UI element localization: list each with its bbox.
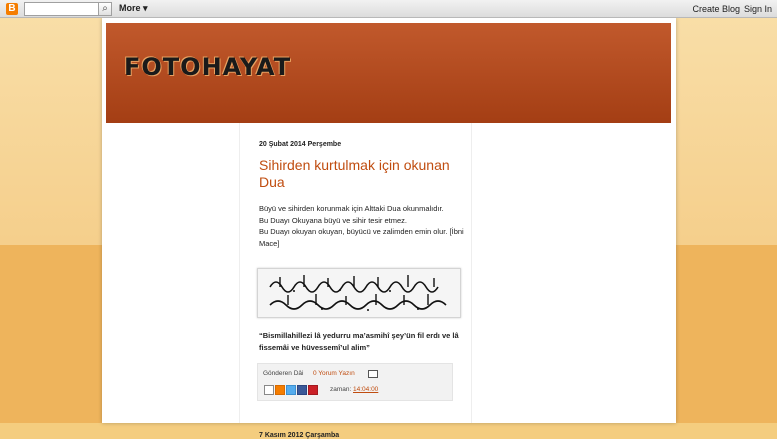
blog-container	[102, 18, 676, 439]
comments-link[interactable]: 0 Yorum Yazın	[313, 370, 355, 377]
blog-header	[106, 23, 671, 123]
search-icon[interactable]: ⌕	[98, 2, 112, 16]
post-body-line: Büyü ve sihirden korunmak için Alttaki Dua okunmalıdır.	[259, 204, 444, 213]
blog-title[interactable]: FOTOHAYAT	[124, 53, 292, 81]
twitter-share-icon[interactable]	[286, 385, 296, 395]
post-footer	[257, 363, 453, 401]
post-date: 20 Şubat 2014 Perşembe	[259, 141, 342, 148]
share-buttons	[264, 385, 319, 403]
blogthis-share-icon[interactable]	[275, 385, 285, 395]
sign-in-link[interactable]: Sign In	[743, 4, 772, 14]
post-body	[259, 203, 469, 249]
email-share-icon[interactable]	[264, 385, 274, 395]
main-content	[239, 123, 472, 439]
facebook-share-icon[interactable]	[297, 385, 307, 395]
post-body-line: Bu Duayı okuyan okuyan, büyücü ve zalimden emin olur. [İbni Mace]	[259, 227, 464, 248]
post-quote: “Bismillahillezi lâ yedurru ma’asmihî şey’ün fil erdı ve lâ fissemâi ve hüvessemî’ul alim”	[259, 331, 459, 352]
post-title[interactable]: Sihirden kurtulmak için okunan Dua	[259, 157, 450, 190]
next-post-date: 7 Kasım 2012 Çarşamba	[259, 432, 340, 439]
post-body-line: Bu Duayı Okuyana büyü ve sihir tesir etmez.	[259, 215, 407, 225]
email-post-icon[interactable]	[368, 370, 378, 378]
arabic-calligraphy-image	[257, 268, 461, 318]
post-author: Gönderen Dâi	[263, 370, 304, 377]
create-blog-link[interactable]: Create Blog	[692, 4, 740, 14]
blogger-logo-icon[interactable]: B	[6, 3, 18, 15]
more-menu-button[interactable]: More ▾	[119, 3, 148, 13]
post-time-link[interactable]: 14:04:00	[353, 386, 379, 393]
post-time-label: zaman:	[330, 386, 352, 393]
pinterest-share-icon[interactable]	[308, 385, 318, 395]
blogger-navbar	[0, 0, 777, 18]
